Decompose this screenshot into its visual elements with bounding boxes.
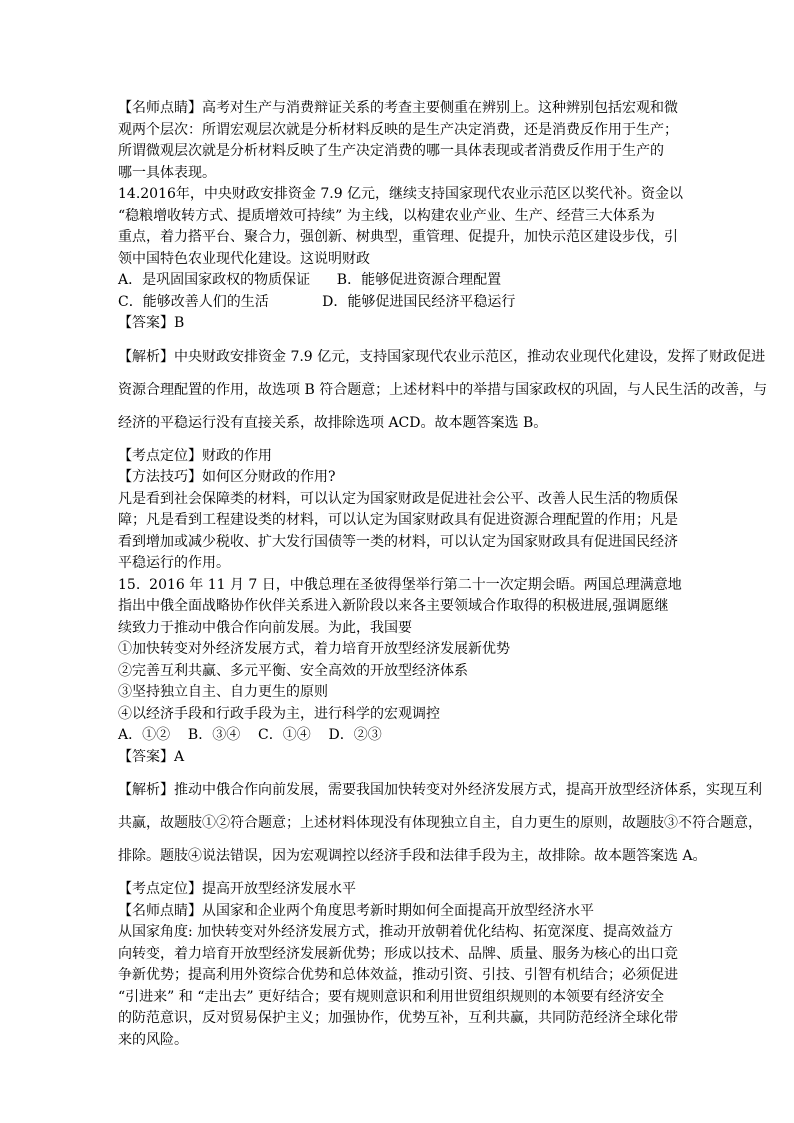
answer-label: 【答案】B [118,315,185,331]
dianjing-line: 向转变，着力培育开放型经济发展新优势；形成以技术、品牌、质量、服务为核心的出口竞 [118,945,678,962]
statement-item: ④以经济手段和行政手段为主，进行科学的宏观调控 [118,705,440,722]
dianjing-line: 的防范意识，反对贸易保护主义；加强协作，优势互补，互利共赢，共同防范经济全球化带 [118,1010,678,1026]
fangfa-line: 平稳运行的作用。 [118,555,230,571]
statement-item: ②完善互利共赢、多元平衡、安全高效的开放型经济体系 [118,662,468,679]
analysis-line: 【解析】中央财政安排资金 7.9 亿元，支持国家现代农业示范区，推动农业现代化建设，发挥了财政促进 [118,348,766,365]
text-line: 所谓微观层次就是分析材料反映了生产决定消费的哪一具体表现或者消费反作用于生产的 [118,143,664,159]
fangfa-line: 【方法技巧】如何区分财政的作用? [118,469,336,485]
dianjing-line: “引进来” 和 “走出去” 更好结合；要有规则意识和利用世贸组织规则的本领要有经济安全 [118,988,664,1005]
answer-label: 【答案】A [118,748,185,765]
question-stem-line: 15. 2016 年 11 月 7 日，中俄总理在圣彼得堡举行第二十一次定期会晤。两国总理满意地 [118,576,682,593]
analysis-line: 资源合理配置的作用，故选项 B 符合题意；上述材料中的举措与国家政权的巩固，与人民生活的改善，与 [118,381,768,398]
fangfa-line: 看到增加或减少税收、扩大发行国债等一类的材料，可以认定为国家财政具有促进国民经济 [118,533,678,550]
kaodian-label: 【考点定位】提高开放型经济发展水平 [118,881,356,897]
analysis-line: 共赢，故题肢①②符合题意；上述材料体现没有体现独立自主，自力更生的原则，故题肢③不符合题意， [118,815,762,831]
mingshi-dianjing-block [118,98,678,184]
question-14 [118,184,768,575]
statement-item: ①加快转变对外经济发展方式，着力培育开放型经济发展新优势 [118,641,510,657]
text-line: 哪一具体表现。 [118,164,216,181]
question-stem-line: 领中国特色农业现代化建设。这说明财政 [118,250,370,267]
option-line: A．是巩固国家政权的物质保证 B．能够促进资源合理配置 [118,272,502,288]
dianjing-line: 从国家角度: 加快转变对外经济发展方式，推动开放朝着优化结构、拓宽深度、提高效益方 [118,924,674,940]
analysis-block [118,774,762,873]
question-15 [118,575,762,1052]
question-stem-line: “稳粮增收转方式、提质增效可持续” 为主线，以构建农业产业、生产、经营三大体系为 [118,207,655,224]
question-stem-line: 指出中俄全面战略协作伙伴关系进入新阶段以来各主要领域合作取得的积极进展,强调愿继 [118,598,669,614]
question-stem-line: 续致力于推动中俄合作向前发展。为此，我国要 [118,619,412,636]
analysis-line: 经济的平稳运行没有直接关系，故排除选项 ACD。故本题答案选 B。 [118,414,548,431]
fangfa-line: 凡是看到社会保障类的材料，可以认定为国家财政是促进社会公平、改善人民生活的物质保 [118,490,678,507]
statement-item: ③坚持独立自主、自力更生的原则 [118,684,328,700]
dianjing-line: 来的风险。 [118,1031,188,1048]
analysis-block [118,341,768,440]
dianjing-line: 争新优势；提高利用外资综合优势和总体效益，推动引资、引技、引智有机结合；必须促进 [118,967,678,983]
analysis-line: 排除。题肢④说法错误，因为宏观调控以经济手段和法律手段为主，故排除。故本题答案选 A。 [118,848,707,864]
option-line: A．①② B．③④ C．①④ D．②③ [118,727,382,743]
dianjing-line: 【名师点睛】从国家和企业两个角度思考新时期如何全面提高开放型经济水平 [118,902,594,919]
analysis-line: 【解析】推动中俄合作向前发展，需要我国加快转变对外经济发展方式，提高开放型经济体系，实现互利 [118,782,762,798]
kaodian-label: 【考点定位】财政的作用 [118,447,272,464]
text-line: 观两个层次：所谓宏观层次就是分析材料反映的是生产决定消费，还是消费反作用于生产； [118,121,678,138]
option-line: C．能够改善人们的生活 D．能够促进国民经济平稳运行 [118,293,516,310]
question-stem-line: 重点，着力搭平台、聚合力，强创新、树典型，重管理、促提升，加快示范区建设步伐，引 [118,229,678,245]
text-line: 【名师点睛】高考对生产与消费辩证关系的考查主要侧重在辨别上。这种辨别包括宏观和微 [118,100,678,116]
question-stem-line: 14.2016年，中央财政安排资金 7.9 亿元，继续支持国家现代农业示范区以奖代补。资金以 [118,186,684,202]
fangfa-line: 障；凡是看到工程建设类的材料，可以认定为国家财政具有促进资源合理配置的作用；凡是 [118,512,678,528]
document-page [118,98,768,1051]
